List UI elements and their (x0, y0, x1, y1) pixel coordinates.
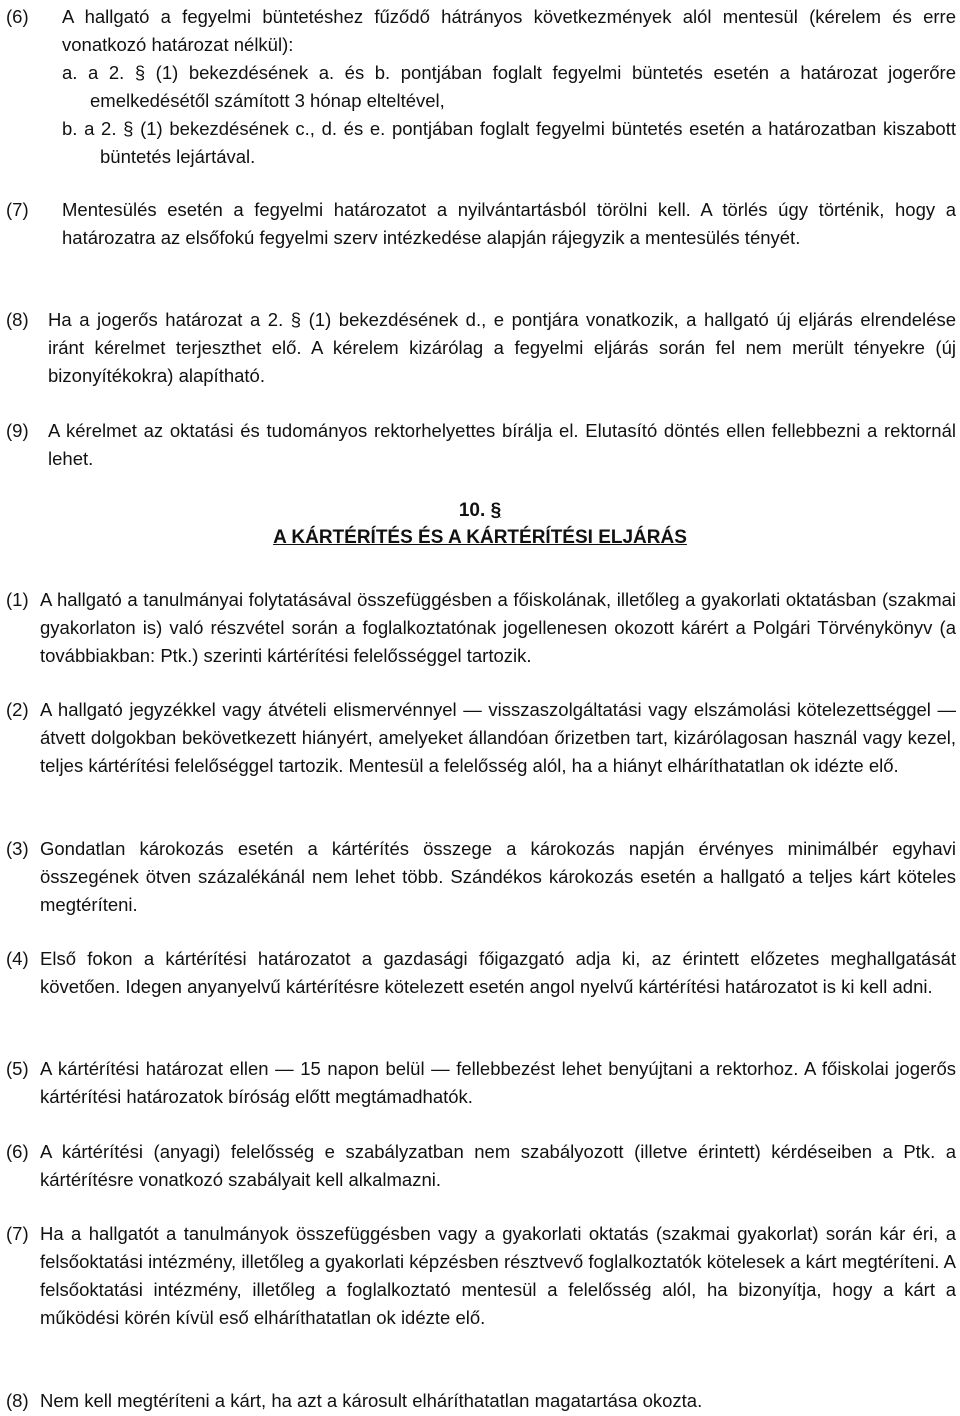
paragraph-text: A kártérítési határozat ellen — 15 napon belül — fellebbezést lehet benyújtani a rektorhoz. A főiskolai jogerős kártérítési határozatok bíróság előtt megtámadhatók. (40, 1058, 956, 1107)
paragraph-number: (7) (6, 199, 29, 220)
paragraph-text: Mentesülés esetén a fegyelmi határozatot a nyilvántartásból törölni kell. A törlés úgy történik, hogy a határozatra az elsőfokú fegyelmi szerv intézkedése alapján rájegyzik a mentesülés tényét. (62, 199, 956, 248)
paragraph-text: Ha a jogerős határozat a 2. § (1) bekezdésének d., e pontjára vonatkozik, a hallgató új eljárás elrendelése iránt kérelmet terjeszthet elő. A kérelem kizárólag a fegyelmi eljárás során fel nem merült tényekre (új bizonyítékokra) alapítható. (48, 309, 956, 386)
paragraph-number: (9) (6, 420, 29, 441)
paragraph-number: (5) (6, 1058, 29, 1079)
section-sign: § (490, 500, 502, 521)
paragraph-number: (8) (6, 1390, 29, 1411)
list-item-b: b. a 2. § (1) bekezdésének c., d. és e. pontjában foglalt fegyelmi büntetés esetén a határozatban kiszabott büntetés lejártával. (62, 118, 956, 167)
paragraph-number: (3) (6, 838, 29, 859)
section-number-value: 10. (458, 500, 486, 521)
paragraph-number: (4) (6, 948, 29, 969)
paragraph-number: (1) (6, 589, 29, 610)
paragraph-number: (6) (6, 1141, 29, 1162)
paragraph-text: Gondatlan károkozás esetén a kártérítés összege a károkozás napján érvényes minimálbér egyhavi összegének ötven százalékánál nem lehet több. Szándékos károkozás esetén a hallgató a teljes kárt köteles megtéríteni. (40, 838, 956, 915)
paragraph-text: A hallgató jegyzékkel vagy átvételi elismervénnyel — visszaszolgáltatási vagy elszámolási kötelezettséggel — átvett dolgokban bekövetkezett hiányért, amelyeket állandóan őrizetben tart, kizárólagosan használ vagy kezel, teljes kártérítési felelőséggel tartozik. Mentesül a felelősség alól, ha a hiányt elháríthatatlan ok idézte elő. (40, 699, 956, 776)
paragraph-text: Első fokon a kártérítési határozatot a gazdasági főigazgató adja ki, az érintett előzetes meghallgatását követően. Idegen anyanyelvű kártérítésre kötelezett esetén angol nyelvű kártérítési határozatot is ki kell adni. (40, 948, 956, 997)
paragraph-text: Ha a hallgatót a tanulmányok összefüggésben vagy a gyakorlati oktatás (szakmai gyakorlat) során kár éri, a felsőoktatási intézmény, illetőleg a gyakorlati képzésben résztvevő foglalkoztatók kötelesek a kárt megtéríteni. A felsőoktatási intézmény, illetőleg a foglalkoztató mentesül a felelősség alól, ha bizonyítja, hogy a kárt a működési körén kívül eső elháríthatatlan ok idézte elő. (40, 1223, 956, 1328)
paragraph-text: A hallgató a tanulmányai folytatásával összefüggésben a főiskolának, illetőleg a gyakorlati oktatásban (szakmai gyakorlaton is) való részvétel során a foglalkoztatónak jogellenesen okozott kárért a Polgári Törvénykönyv (a továbbiakban: Ptk.) szerinti kártérítési felelősséggel tartozik. (40, 589, 956, 666)
paragraph-number: (2) (6, 699, 29, 720)
paragraph-number: (6) (6, 6, 29, 27)
paragraph-text: A kérelmet az oktatási és tudományos rektorhelyettes bírálja el. Elutasító döntés ellen fellebbezni a rektornál lehet. (48, 420, 956, 469)
paragraph-number: (7) (6, 1223, 29, 1244)
section-heading (0, 500, 960, 549)
section-title: A KÁRTÉRÍTÉS ÉS A KÁRTÉRÍTÉSI ELJÁRÁS (273, 527, 687, 548)
paragraph-text: Nem kell megtéríteni a kárt, ha azt a károsult elháríthatatlan magatartása okozta. (40, 1390, 703, 1411)
paragraph-text: A kártérítési (anyagi) felelősség e szabályzatban nem szabályozott (illetve érintett) kérdéseiben a Ptk. a kártérítésre vonatkozó szabályait kell alkalmazni. (40, 1141, 956, 1190)
paragraph-number: (8) (6, 309, 29, 330)
section-number (0, 500, 960, 522)
paragraph-text: A hallgató a fegyelmi büntetéshez fűződő hátrányos következmények alól mentesül (kérelem és erre vonatkozó határozat nélkül): (62, 6, 956, 55)
list-item-a: a. a 2. § (1) bekezdésének a. és b. pontjában foglalt fegyelmi büntetés esetén a határozat jogerőre emelkedésétől számított 3 hónap elteltével, (62, 62, 956, 111)
